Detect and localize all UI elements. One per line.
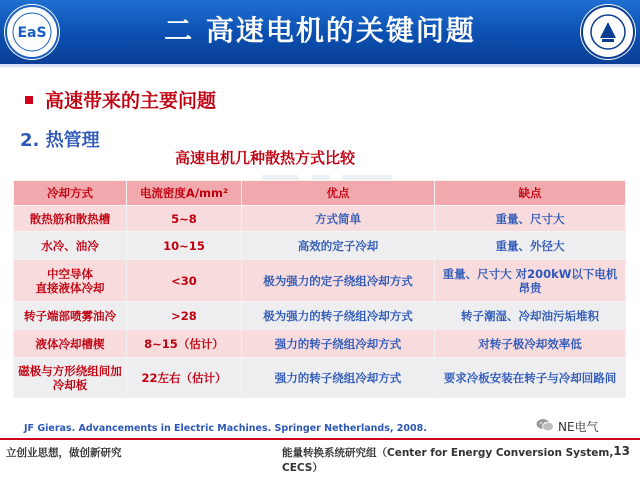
- page-title: 二 高速电机的关键问题: [164, 14, 476, 47]
- cell-method: 液体冷却槽楔: [14, 330, 127, 358]
- section-title: 2. 热管理: [20, 130, 100, 151]
- cell-advantage: 强力的转子绕组冷却方式: [242, 358, 435, 398]
- table-header-row: [14, 181, 626, 206]
- cell-density: 22左右（估计）: [127, 358, 242, 398]
- page-number: 13: [613, 444, 630, 458]
- footer-divider: [0, 438, 640, 440]
- cooling-comparison-table: [13, 180, 626, 398]
- cell-disadvantage: 重量、尺寸大: [435, 206, 626, 232]
- header-current-density: 电流密度A/mm²: [127, 181, 242, 206]
- cell-density: 5~8: [127, 206, 242, 232]
- table-row: [14, 260, 626, 302]
- table-row: [14, 330, 626, 358]
- cell-density: 8~15（估计）: [127, 330, 242, 358]
- wechat-watermark: [536, 417, 599, 436]
- cell-disadvantage: 重量、外径大: [435, 232, 626, 260]
- university-seal: [580, 4, 636, 60]
- header-disadvantages: 缺点: [435, 181, 626, 206]
- citation-text: JF Gieras. Advancements in Electric Machines. Springer Netherlands, 2008.: [24, 423, 427, 434]
- cell-disadvantage: 要求冷板安装在转子与冷却回路间: [435, 358, 626, 398]
- wechat-label: NE电气: [558, 420, 599, 434]
- cell-disadvantage: 重量、尺寸大 对200kW以下电机昂贵: [435, 260, 626, 302]
- table-title: 高速电机几种散热方式比较: [175, 149, 356, 167]
- cell-method: 转子端部喷雾油冷: [14, 302, 127, 330]
- bullet-square-icon: [25, 96, 33, 104]
- cell-advantage: 极为强力的转子绕组冷却方式: [242, 302, 435, 330]
- footer-group-name: 能量转换系统研究组（Center for Energy Conversion System, CECS）: [282, 447, 614, 474]
- header-advantages: 优点: [242, 181, 435, 206]
- cell-advantage: 强力的转子绕组冷却方式: [242, 330, 435, 358]
- bullet-heading: [25, 86, 216, 113]
- wechat-icon: [536, 417, 554, 436]
- table-row: [14, 358, 626, 398]
- cell-disadvantage: 对转子极冷却效率低: [435, 330, 626, 358]
- cell-method: 磁极与方形绕组间加冷却板: [14, 358, 127, 398]
- bullet-text: 高速带来的主要问题: [45, 90, 217, 112]
- table-row: [14, 232, 626, 260]
- cell-method: 水冷、油冷: [14, 232, 127, 260]
- footer-motto: 立创业思想，做创新研究: [6, 447, 122, 459]
- header-banner: [0, 0, 640, 64]
- logo-left-text: EaS: [17, 25, 47, 41]
- table-row: [14, 206, 626, 232]
- cell-density: 10~15: [127, 232, 242, 260]
- cell-disadvantage: 转子潮湿、冷却油污垢堆积: [435, 302, 626, 330]
- cell-advantage: 极为强力的定子绕组冷却方式: [242, 260, 435, 302]
- header-divider: [0, 64, 640, 67]
- cell-density: >28: [127, 302, 242, 330]
- table-row: [14, 302, 626, 330]
- header-cooling-method: 冷却方式: [14, 181, 127, 206]
- cell-method: 中空导体 直接液体冷却: [14, 260, 127, 302]
- cell-method: 散热筋和散热槽: [14, 206, 127, 232]
- cell-advantage: 方式简单: [242, 206, 435, 232]
- cell-advantage: 高效的定子冷却: [242, 232, 435, 260]
- cell-density: <30: [127, 260, 242, 302]
